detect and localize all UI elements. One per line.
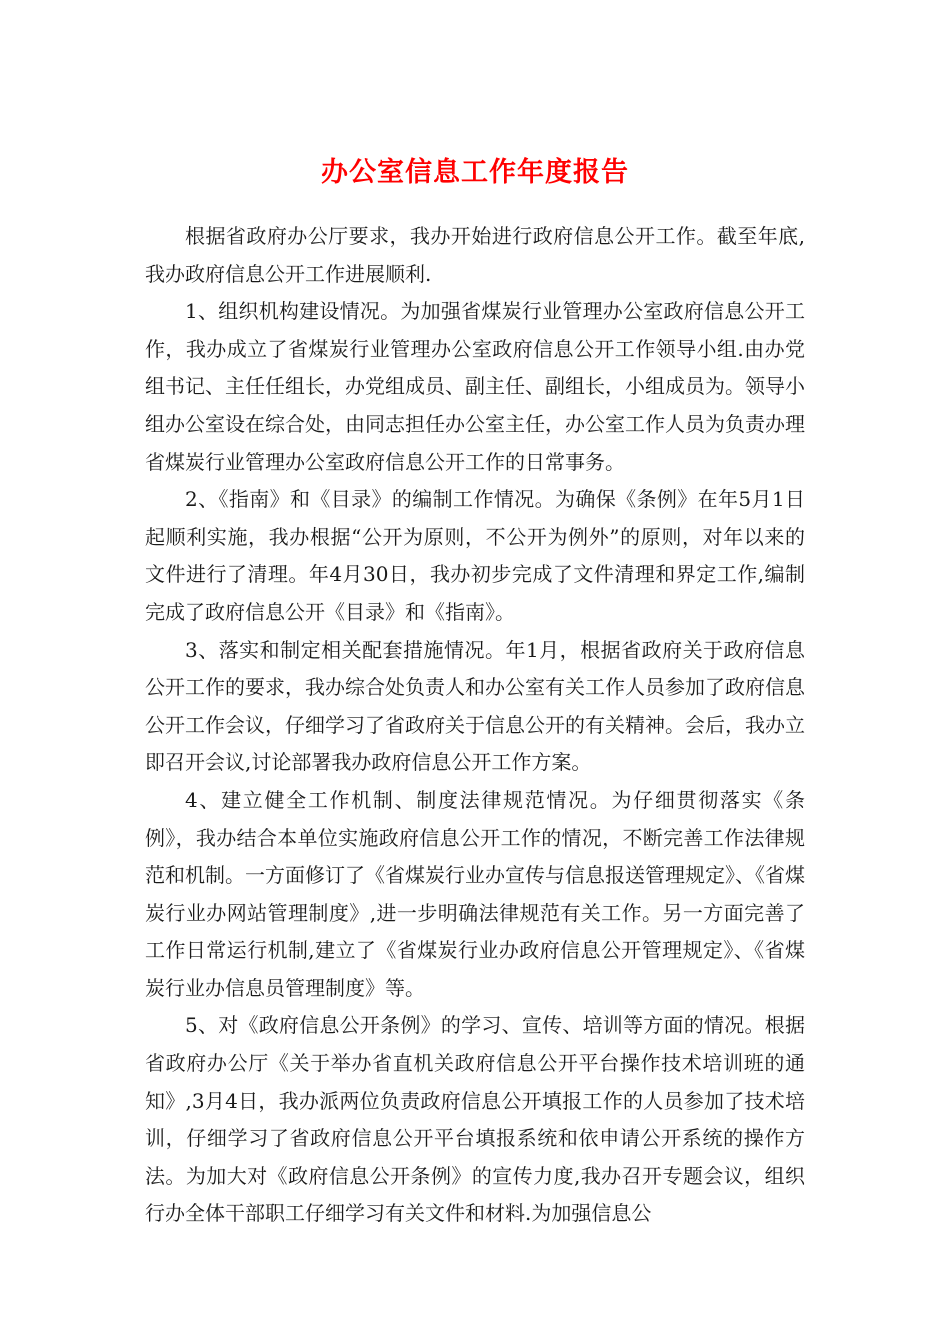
paragraph-guide-catalog: 2、《指南》和《目录》的编制工作情况。为确保《条例》在年5月1日起顺利实施，我办根据“公开为原则，不公开为例外”的原则，对年以来的文件进行了清理。年4月30日，我办初步完成了文件清理和界定工作,编制完成了政府信息公开《目录》和《指南》。 xyxy=(145,487,805,624)
paragraph-organization: 1、组织机构建设情况。为加强省煤炭行业管理办公室政府信息公开工作，我办成立了省煤炭行业管理办公室政府信息公开工作领导小组.由办党组书记、主任任组长，办党组成员、副主任、副组长，小组成员为。领导小组办公室设在综合处，由同志担任办公室主任，办公室工作人员为负责办理省煤炭行业管理办公室政府信息公开工作的日常事务。 xyxy=(145,299,805,474)
document-body xyxy=(145,218,805,1233)
paragraph-mechanism: 4、建立健全工作机制、制度法律规范情况。为仔细贯彻落实《条例》，我办结合本单位实施政府信息公开工作的情况，不断完善工作法律规范和机制。一方面修订了《省煤炭行业办宣传与信息报送管理规定》、《省煤炭行业办网站管理制度》,进一步明确法律规范有关工作。另一方面完善了工作日常运行机制,建立了《省煤炭行业办政府信息公开管理规定》、《省煤炭行业办信息员管理制度》等。 xyxy=(145,787,805,1000)
paragraph-measures: 3、落实和制定相关配套措施情况。年1月，根据省政府关于政府信息公开工作的要求，我办综合处负责人和办公室有关工作人员参加了政府信息公开工作会议，仔细学习了省政府关于信息公开的有关精神。会后，我办立即召开会议,讨论部署我办政府信息公开工作方案。 xyxy=(145,637,805,775)
paragraph-training: 5、对《政府信息公开条例》的学习、宣传、培训等方面的情况。根据省政府办公厅《关于举办省直机关政府信息公开平台操作技术培训班的通知》,3月4日，我办派两位负责政府信息公开填报工作的人员参加了技术培训，仔细学习了省政府信息公开平台填报系统和依申请公开系统的操作方法。为加大对《政府信息公开条例》的宣传力度,我办召开专题会议，组织行办全体干部职工仔细学习有关文件和材料.为加强信息公 xyxy=(145,1013,805,1226)
paragraph-intro: 根据省政府办公厅要求，我办开始进行政府信息公开工作。截至年底,我办政府信息公开工作进展顺利. xyxy=(145,224,805,286)
document-title: 办公室信息工作年度报告 xyxy=(321,157,629,188)
